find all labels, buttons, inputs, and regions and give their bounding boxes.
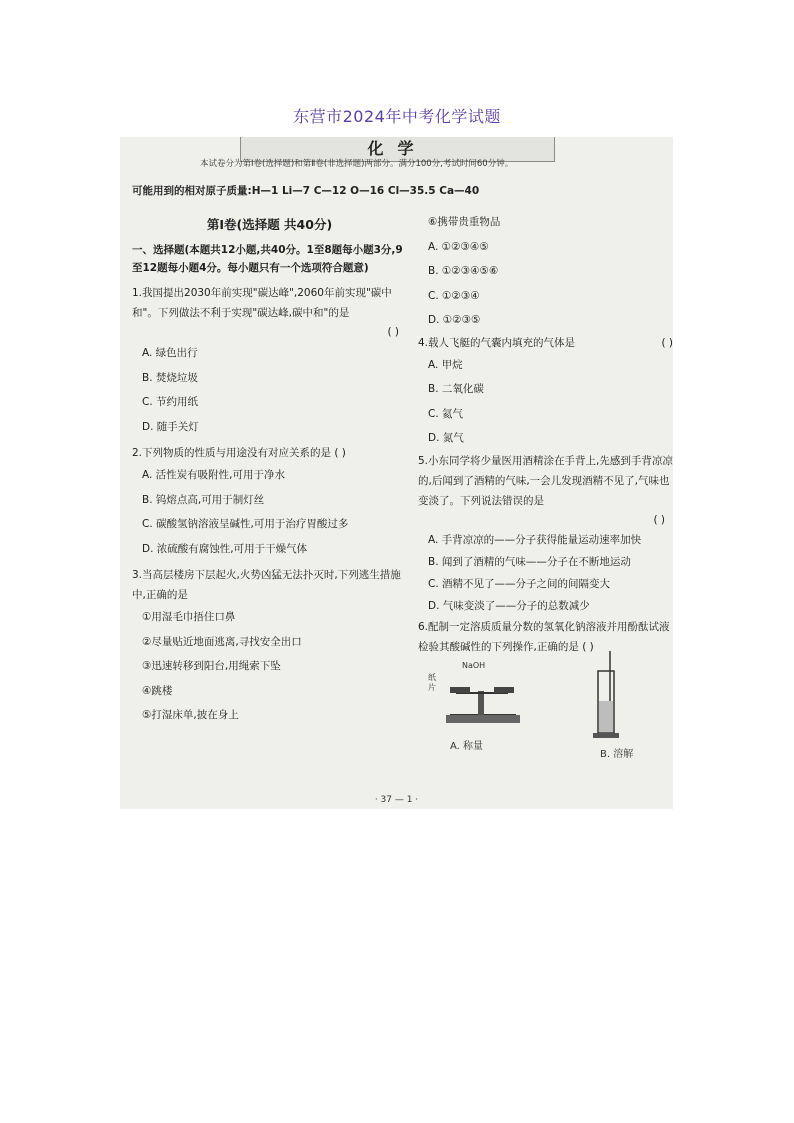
left-column [132,215,407,728]
question-stem: 1.我国提出2030年前实现"碳达峰",2060年前实现"碳中和"。下列做法不利于实现"碳达峰,碳中和"的是 [132,287,392,319]
graduated-cylinder-icon [588,649,628,741]
question-stem: 4.载人飞艇的气囊内填充的气体是 [418,336,576,349]
figure-b-label: B. 溶解 [600,748,634,760]
choice-item-6: ⑥携带贵重物品 [428,216,501,228]
answer-paren: ( ) [653,513,665,526]
page-number: · 37 — 1 · [374,795,419,805]
question-4 [418,333,673,451]
option-c: C. 碳酸氢钠溶液呈碱性,可用于治疗胃酸过多 [142,518,349,530]
option-b: B. 钨熔点高,可用于制灯丝 [142,493,265,506]
choice-item-1: ①用湿毛巾捂住口鼻 [142,611,236,623]
subject-heading: 化学 [240,137,555,162]
q3-option-d: D. ①②③⑤ [428,314,481,326]
option-a: A. 甲烷 [428,358,463,371]
option-b: B. 二氧化碳 [428,383,484,395]
question-5 [418,451,673,617]
option-a: A. 活性炭有吸附性,可用于净水 [142,469,286,481]
right-column [418,210,673,763]
choice-item-5: ⑤打湿床单,披在身上 [142,709,239,721]
exam-paper-scan [120,137,673,809]
figure-a [428,660,538,753]
answer-paren: ( ) [661,336,673,349]
q3-option-c: C. ①②③④ [428,289,480,302]
option-c: C. 氦气 [428,407,464,420]
choice-item-3: ③迅速转移到阳台,用绳索下坠 [142,660,281,672]
figure-a-label: A. 称量 [450,740,484,752]
option-c: C. 酒精不见了——分子之间的间隔变大 [428,577,611,590]
answer-paren: ( ) [334,447,346,459]
paper-label: 纸片 [428,672,436,692]
question-3 [132,565,407,728]
question-stem: 2.下列物质的性质与用途没有对应关系的是 [132,447,332,459]
part-one-title: 第Ⅰ卷(选择题 共40分) [206,217,333,232]
question-stem: 6.配制一定溶质质量分数的氢氧化钠溶液并用酚酞试液检验其酸碱性的下列操作,正确的是 [418,620,670,653]
option-d: D. 气味变淡了——分子的总数减少 [428,599,590,612]
option-d: D. 浓硫酸有腐蚀性,可用于干燥气体 [142,542,308,555]
figure-b [588,649,658,759]
option-b: B. 闻到了酒精的气味——分子在不断地运动 [428,555,631,568]
option-d: D. 随手关灯 [142,420,199,433]
choice-item-2: ②尽量贴近地面逃离,寻找安全出口 [142,635,302,648]
choice-item-4: ④跳楼 [142,684,173,697]
q3-option-a: A. ①②③④⑤ [428,240,489,253]
question-stem: 3.当高层楼房下层起火,火势凶猛无法扑灭时,下列逃生措施中,正确的是 [132,569,401,601]
answer-paren: ( ) [582,640,594,653]
option-c: C. 节约用纸 [142,396,199,408]
q3-option-b: B. ①②③④⑤⑥ [428,265,499,277]
section-one-instructions: 一、选择题(本题共12小题,共40分。1至8题每小题3分,9至12题每小题4分。每小题只有一个选项符合题意) [132,244,403,274]
relative-atomic-masses: 可能用到的相对原子质量:H—1 Li—7 C—12 O—16 Cl—35.5 Ca—40 [132,185,480,197]
option-b: B. 焚烧垃圾 [142,371,198,384]
naoh-label: NaOH [462,660,486,670]
question-stem: 5.小东同学将少量医用酒精涂在手背上,先感到手背凉凉的,后闻到了酒精的气味,一会儿发现酒精不见了,气味也变淡了。下列说法错误的是 [418,454,673,507]
option-a: A. 手背凉凉的——分子获得能量运动速率加快 [428,533,642,546]
option-d: D. 氮气 [428,432,464,444]
option-a: A. 绿色出行 [142,347,198,359]
exam-instructions: 本试卷分为第Ⅰ卷(选择题)和第Ⅱ卷(非选择题)两部分。满分100分,考试时间60分钟。 [200,159,514,169]
answer-paren: ( ) [387,326,399,338]
q6-figures [418,660,673,763]
question-2 [132,443,407,561]
document-title: 东营市2024年中考化学试题 [293,107,501,126]
question-6 [418,617,673,763]
question-1 [132,283,407,439]
balance-icon [428,660,538,735]
